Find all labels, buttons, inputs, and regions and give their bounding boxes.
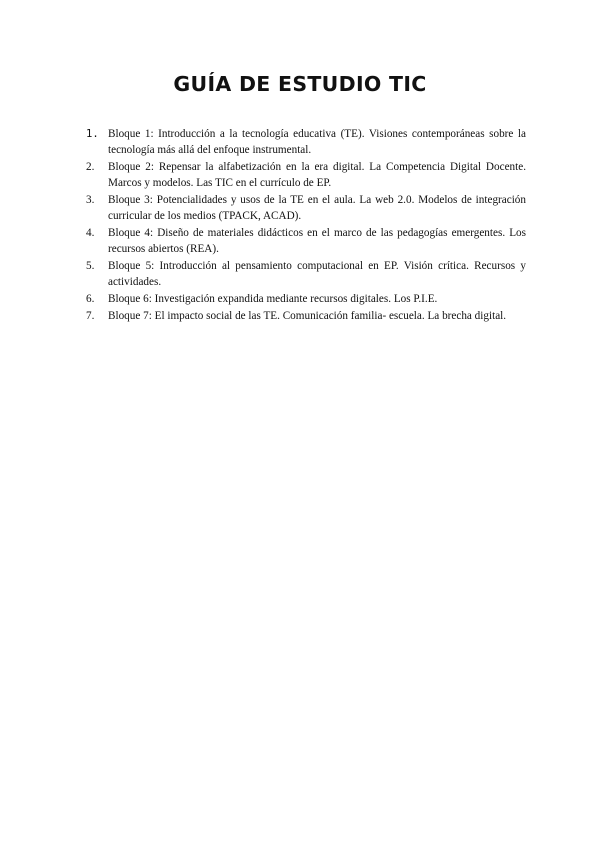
list-item-text: Bloque 7: El impacto social de las TE. Comunicación familia- escuela. La brecha digital. [108, 310, 507, 322]
list-item [86, 126, 526, 158]
list-item-number: 5. [86, 260, 95, 272]
list-item-number: 3. [86, 194, 95, 206]
list-item-number: 6. [86, 293, 95, 305]
list-item [86, 258, 526, 290]
list-item [86, 291, 526, 307]
list-item-number: 1. [86, 128, 99, 140]
list-item-text: Bloque 4: Diseño de materiales didácticos en el marco de las pedagogías emergentes. Los recursos abiertos (REA). [108, 227, 526, 255]
page-title: GUÍA DE ESTUDIO TIC [173, 72, 427, 96]
list-item-text: Bloque 5: Introducción al pensamiento computacional en EP. Visión crítica. Recursos y actividades. [108, 260, 526, 288]
list-item-number: 7. [86, 310, 95, 322]
list-item [86, 159, 526, 191]
list-item-text: Bloque 6: Investigación expandida mediante recursos digitales. Los P.I.E. [108, 293, 438, 305]
list-item-text: Bloque 3: Potencialidades y usos de la TE en el aula. La web 2.0. Modelos de integración curricular de los medios (TPACK, ACAD). [108, 194, 526, 222]
list-item-number: 4. [86, 227, 95, 239]
list-item-text: Bloque 1: Introducción a la tecnología educativa (TE). Visiones contemporáneas sobre la tecnología más allá del enfoque instrumental. [108, 128, 526, 156]
list-item [86, 192, 526, 224]
list-item-number: 2. [86, 161, 95, 173]
topic-list [86, 126, 526, 325]
list-item [86, 225, 526, 257]
list-item-text: Bloque 2: Repensar la alfabetización en la era digital. La Competencia Digital Docente. Marcos y modelos. Las TIC en el currículo de EP. [108, 161, 526, 189]
list-item [86, 308, 526, 324]
